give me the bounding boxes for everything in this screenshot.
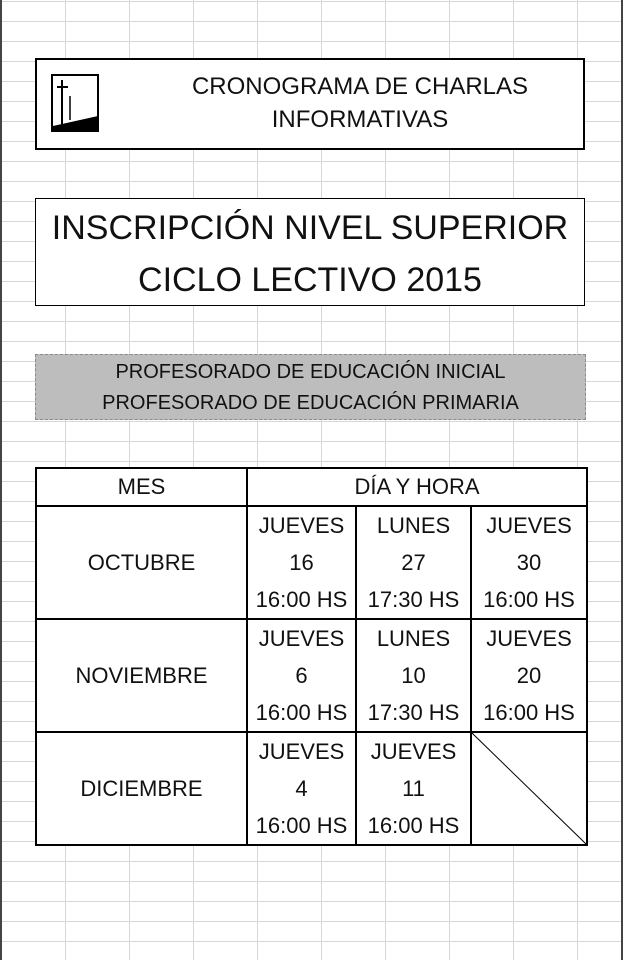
slot-time: 16:00 HS [483,587,575,612]
table-row [36,619,587,732]
slot-day: JUEVES [486,513,572,538]
header-box [35,58,585,150]
slot-date: 10 [401,663,426,688]
slot-cell [247,732,356,845]
slot-date: 6 [295,663,308,688]
slot-day: JUEVES [258,739,345,764]
slot-time: 17:30 HS [367,700,460,725]
month-cell: DICIEMBRE [36,732,247,845]
slot-day: JUEVES [370,739,457,764]
page-left-border [0,0,2,960]
title-line-1: INSCRIPCIÓN NIVEL SUPERIOR [51,209,569,247]
slot-cell [471,619,587,732]
slot-cell [247,506,356,619]
slot-time: 16:00 HS [255,813,348,838]
title-line-2: CICLO LECTIVO 2015 [138,261,482,299]
table-header-row [36,468,587,506]
slot-date: 16 [289,550,314,575]
slot-time: 16:00 HS [367,813,460,838]
slot-cell [356,619,471,732]
slot-day: LUNES [376,513,451,538]
slot-day: JUEVES [258,626,345,651]
slot-day: JUEVES [258,513,345,538]
header-day-time: DÍA Y HORA [247,468,587,506]
institute-logo-icon [51,74,99,132]
slot-day: LUNES [376,626,451,651]
slot-time: 17:30 HS [367,587,460,612]
slot-time: 16:00 HS [483,700,575,725]
slot-cell [247,619,356,732]
slot-date: 27 [401,550,426,575]
programs-box [35,354,586,420]
slot-date: 4 [295,776,308,801]
table-row [36,506,587,619]
program-item: PROFESORADO DE EDUCACIÓN PRIMARIA [102,392,519,414]
slot-day: JUEVES [486,626,572,651]
slot-time: 16:00 HS [255,587,348,612]
empty-slot-cell [471,732,587,845]
program-item: PROFESORADO DE EDUCACIÓN INICIAL [115,361,506,383]
header-month: MES [36,468,247,506]
diagonal-strike [472,733,586,844]
header-title: CRONOGRAMA DE CHARLAS INFORMATIVAS [191,73,529,133]
month-cell: OCTUBRE [36,506,247,619]
slot-cell [356,732,471,845]
schedule-table [35,467,588,846]
slot-cell [356,506,471,619]
slot-date: 30 [516,550,542,575]
slot-date: 20 [516,663,542,688]
month-cell: NOVIEMBRE [36,619,247,732]
title-box [35,198,585,306]
slot-time: 16:00 HS [255,700,348,725]
slot-date: 11 [402,776,425,801]
table-row [36,732,587,845]
slot-cell [471,506,587,619]
